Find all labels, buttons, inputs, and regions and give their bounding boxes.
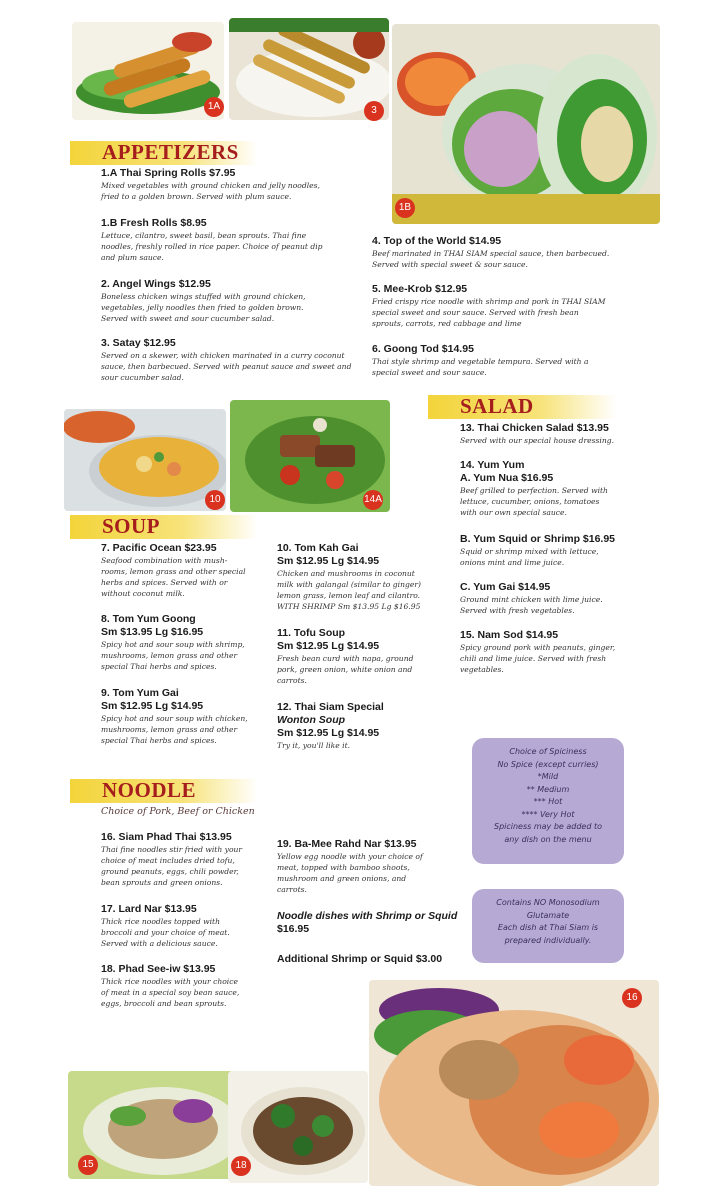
item-title: 7. Pacific Ocean $23.95 <box>101 542 217 554</box>
item-title: 9. Tom Yum Gai <box>101 687 179 699</box>
item-title: 15. Nam Sod $14.95 <box>460 629 559 641</box>
item-desc: vegetables, jelly noodles then fried to golden brown. <box>101 303 304 312</box>
additional-shrimp-line: Additional Shrimp or Squid $3.00 <box>277 953 443 965</box>
item-desc: carrots. <box>277 676 307 685</box>
menu-item-10 <box>277 542 421 612</box>
menu-item-15 <box>460 629 615 675</box>
menu-item-14b <box>460 533 615 568</box>
shrimp-squid-line: Noodle dishes with Shrimp or Squid <box>277 910 458 922</box>
item-desc: onions mint and lime juice. <box>460 558 565 567</box>
item-desc: Thick rice noodles topped with <box>101 917 220 926</box>
item-desc: eggs, broccoli and bean sprouts. <box>101 999 227 1008</box>
additional-shrimp-note <box>277 953 442 966</box>
item-price: Sm $12.95 Lg $14.95 <box>277 555 380 567</box>
item-desc: Spicy hot and sour soup with chicken, <box>101 714 248 723</box>
photo-badge-3: 3 <box>364 101 384 121</box>
item-title: 5. Mee-Krob $12.95 <box>372 283 468 295</box>
item-desc: Thai fine noodles stir fried with your <box>101 845 243 854</box>
item-desc: sprouts, carrots, red cabbage and lime <box>372 319 522 328</box>
item-desc: special Thai herbs and spices. <box>101 736 217 745</box>
item-price: Sm $12.95 Lg $14.95 <box>277 727 380 739</box>
item-price: Sm $12.95 Lg $14.95 <box>101 700 204 712</box>
spice-line: *** Hot <box>533 797 563 806</box>
menu-item-18 <box>101 963 239 1009</box>
item-title: 16. Siam Phad Thai $13.95 <box>101 831 232 843</box>
item-desc: carrots. <box>277 885 307 894</box>
item-desc: sour cucumber salad. <box>101 373 184 382</box>
salad-heading: SALAD <box>460 394 534 418</box>
item-title: 2. Angel Wings $12.95 <box>101 278 211 290</box>
photo-badge-1a: 1A <box>204 97 224 117</box>
photo-badge-1b: 1B <box>395 198 415 218</box>
msg-line: Each dish at Thai Siam is <box>497 923 599 932</box>
item-desc: herbs and spices. Served with or <box>101 578 228 587</box>
item-desc: Fried crispy rice noodle with shrimp and pork in THAI SIAM <box>372 297 606 306</box>
item-desc: Fresh bean curd with napa, ground <box>277 654 414 663</box>
item-desc: bean sprouts and green onions. <box>101 878 223 887</box>
noodle-banner <box>70 779 258 803</box>
item-desc: Served with a delicious sauce. <box>101 939 218 948</box>
spice-line: No Spice (except curries) <box>497 759 599 769</box>
item-desc: Served with special sweet & sour sauce. <box>372 260 528 269</box>
item-title: 14. Yum Yum <box>460 459 525 471</box>
item-desc: Try it, you'll like it. <box>277 741 351 750</box>
item-title: 12. Thai Siam Special <box>277 701 384 713</box>
item-title: 8. Tom Yum Goong <box>101 613 196 625</box>
item-desc: of meat in a special soy bean sauce, <box>101 988 240 997</box>
soup-banner <box>70 515 258 539</box>
item-desc: vegetables. <box>460 665 504 674</box>
item-desc: Seafood combination with mush- <box>101 556 228 565</box>
item-desc: special sweet and sour sauce. <box>372 368 487 377</box>
menu-item-1a <box>101 167 320 202</box>
menu-item-11 <box>277 627 413 686</box>
item-title: 1.A Thai Spring Rolls $7.95 <box>101 167 236 179</box>
item-desc: Mixed vegetables with ground chicken and jelly noodles, <box>101 181 320 190</box>
item-desc: with our own special sauce. <box>460 508 567 517</box>
noodle-heading: NOODLE <box>102 778 197 802</box>
item-desc: Ground mint chicken with lime juice. <box>460 595 603 604</box>
menu-item-14 <box>460 459 608 518</box>
item-desc: lettuce, cucumber, onions, tomatoes <box>460 497 600 506</box>
menu-item-14c <box>460 581 603 616</box>
photo-badge-15: 15 <box>78 1155 98 1175</box>
spring-rolls-photo <box>72 22 224 120</box>
item-desc: mushroom and green onions, and <box>277 874 407 883</box>
item-title: 6. Goong Tod $14.95 <box>372 343 474 355</box>
item-desc: Served on a skewer, with chicken marinated in a curry coconut <box>101 351 345 360</box>
menu-item-13 <box>460 422 614 446</box>
item-title: 18. Phad See-iw $13.95 <box>101 963 216 975</box>
photo-badge-18: 18 <box>231 1156 251 1176</box>
item-desc: choice of meat includes dried tofu, <box>101 856 235 865</box>
spiciness-info-box <box>472 738 624 864</box>
item-title: 1.B Fresh Rolls $8.95 <box>101 217 207 229</box>
item-desc: Thick rice noodles with your choice <box>101 977 238 986</box>
spice-line: Spiciness may be added to <box>493 822 603 831</box>
item-desc: meat, topped with bamboo shoots, <box>277 863 410 872</box>
item-title-2: Wonton Soup <box>277 714 346 726</box>
menu-item-16 <box>101 831 242 888</box>
item-price: Sm $12.95 Lg $14.95 <box>277 640 380 652</box>
msg-info-box <box>472 889 624 963</box>
item-desc: Thai style shrimp and vegetable tempura. Served with a <box>372 357 589 366</box>
msg-line: prepared individually. <box>504 935 592 945</box>
item-desc: and plum sauce. <box>101 253 164 262</box>
shrimp-squid-price: $16.95 <box>277 923 310 935</box>
phad-thai-photo <box>369 980 659 1186</box>
menu-item-19 <box>277 838 423 895</box>
msg-line: Contains NO Monosodium <box>496 898 600 907</box>
item-desc: milk with galangal (similar to ginger) <box>277 580 421 589</box>
item-desc: without coconut milk. <box>101 589 185 598</box>
item-desc: special sweet and sour sauce. Served with fresh bean <box>372 308 579 317</box>
menu-item-2 <box>101 278 306 324</box>
item-desc: Chicken and mushrooms in coconut <box>277 569 415 578</box>
spice-line: ** Medium <box>526 784 570 794</box>
item-desc: WITH SHRIMP Sm $13.95 Lg $16.95 <box>277 602 421 611</box>
msg-line: Glutamate <box>526 910 570 920</box>
item-desc: Served with sweet and sour cucumber salad. <box>101 314 275 323</box>
item-desc: Served with fresh vegetables. <box>460 606 575 615</box>
item-desc: Boneless chicken wings stuffed with ground chicken, <box>101 292 306 301</box>
menu-item-4 <box>372 235 609 270</box>
spice-line: *Mild <box>537 772 559 781</box>
item-desc: rooms, lemon grass and other special <box>101 567 246 576</box>
menu-item-8 <box>101 613 245 672</box>
shrimp-squid-note <box>277 910 457 936</box>
item-desc: Served with our special house dressing. <box>460 436 615 445</box>
item-subtitle: A. Yum Nua $16.95 <box>460 472 554 484</box>
item-title: 11. Tofu Soup <box>277 627 346 639</box>
item-title: C. Yum Gai $14.95 <box>460 581 551 593</box>
menu-item-6 <box>372 343 589 378</box>
item-desc: Spicy ground pork with peanuts, ginger, <box>460 643 616 652</box>
salad-banner <box>428 395 616 419</box>
menu-item-5 <box>372 283 605 329</box>
photo-badge-14a: 14A <box>363 490 383 510</box>
menu-item-1b <box>101 217 322 263</box>
item-desc: pork, green onion, white onion and <box>277 665 413 674</box>
item-title: B. Yum Squid or Shrimp $16.95 <box>460 533 616 545</box>
item-desc: Yellow egg noodle with your choice of <box>277 852 423 861</box>
soup-heading: SOUP <box>102 514 161 538</box>
item-desc: Spicy hot and sour soup with shrimp, <box>101 640 245 649</box>
item-desc: sauce, then barbecued. Served with peanut sauce and sweet and <box>101 362 352 371</box>
spice-line: Choice of Spiciness <box>509 747 587 756</box>
photo-badge-16: 16 <box>622 988 642 1008</box>
item-desc: Beef grilled to perfection. Served with <box>460 486 608 495</box>
item-title: 4. Top of the World $14.95 <box>372 235 502 247</box>
item-desc: lemon grass, lemon leaf and cilantro. <box>277 591 421 600</box>
item-desc: mushrooms, lemon grass and other <box>101 725 238 734</box>
item-title: 10. Tom Kah Gai <box>277 542 359 554</box>
menu-item-17 <box>101 903 230 949</box>
item-price: Sm $13.95 Lg $16.95 <box>101 626 204 638</box>
menu-item-7 <box>101 542 246 599</box>
item-desc: Lettuce, cilantro, sweet basil, bean sprouts. Thai fine <box>101 231 307 240</box>
item-desc: ground peanuts, eggs, chili powder, <box>101 867 239 876</box>
noodle-subtitle: Choice of Pork, Beef or Chicken <box>101 806 255 817</box>
item-desc: mushrooms, lemon grass and other <box>101 651 238 660</box>
item-desc: special Thai herbs and spices. <box>101 662 217 671</box>
photo-badge-10: 10 <box>205 490 225 510</box>
menu-item-3 <box>101 337 351 383</box>
item-title: 13. Thai Chicken Salad $13.95 <box>460 422 609 434</box>
item-desc: chili and lime juice. Served with fresh <box>460 654 607 663</box>
appetizers-banner <box>70 141 258 165</box>
item-title: 3. Satay $12.95 <box>101 337 176 349</box>
item-desc: Beef marinated in THAI SIAM special sauce, then barbecued. <box>372 249 610 258</box>
soup-photo <box>64 409 226 511</box>
item-desc: fried to a golden brown. Served with plum sauce. <box>101 192 292 201</box>
item-title: 17. Lard Nar $13.95 <box>101 903 197 915</box>
spice-line: **** Very Hot <box>521 809 575 819</box>
spice-line: any dish on the menu <box>504 834 592 844</box>
item-desc: noodles, freshly rolled in rice paper. Choice of peanut dip <box>101 242 323 251</box>
item-desc: broccoli and your choice of meat. <box>101 928 230 937</box>
item-desc: Squid or shrimp mixed with lettuce, <box>460 547 599 556</box>
menu-item-9 <box>101 687 248 746</box>
item-title: 19. Ba-Mee Rahd Nar $13.95 <box>277 838 417 850</box>
fresh-rolls-photo <box>392 24 660 224</box>
appetizers-heading: APPETIZERS <box>102 140 239 164</box>
menu-item-12 <box>277 701 384 751</box>
